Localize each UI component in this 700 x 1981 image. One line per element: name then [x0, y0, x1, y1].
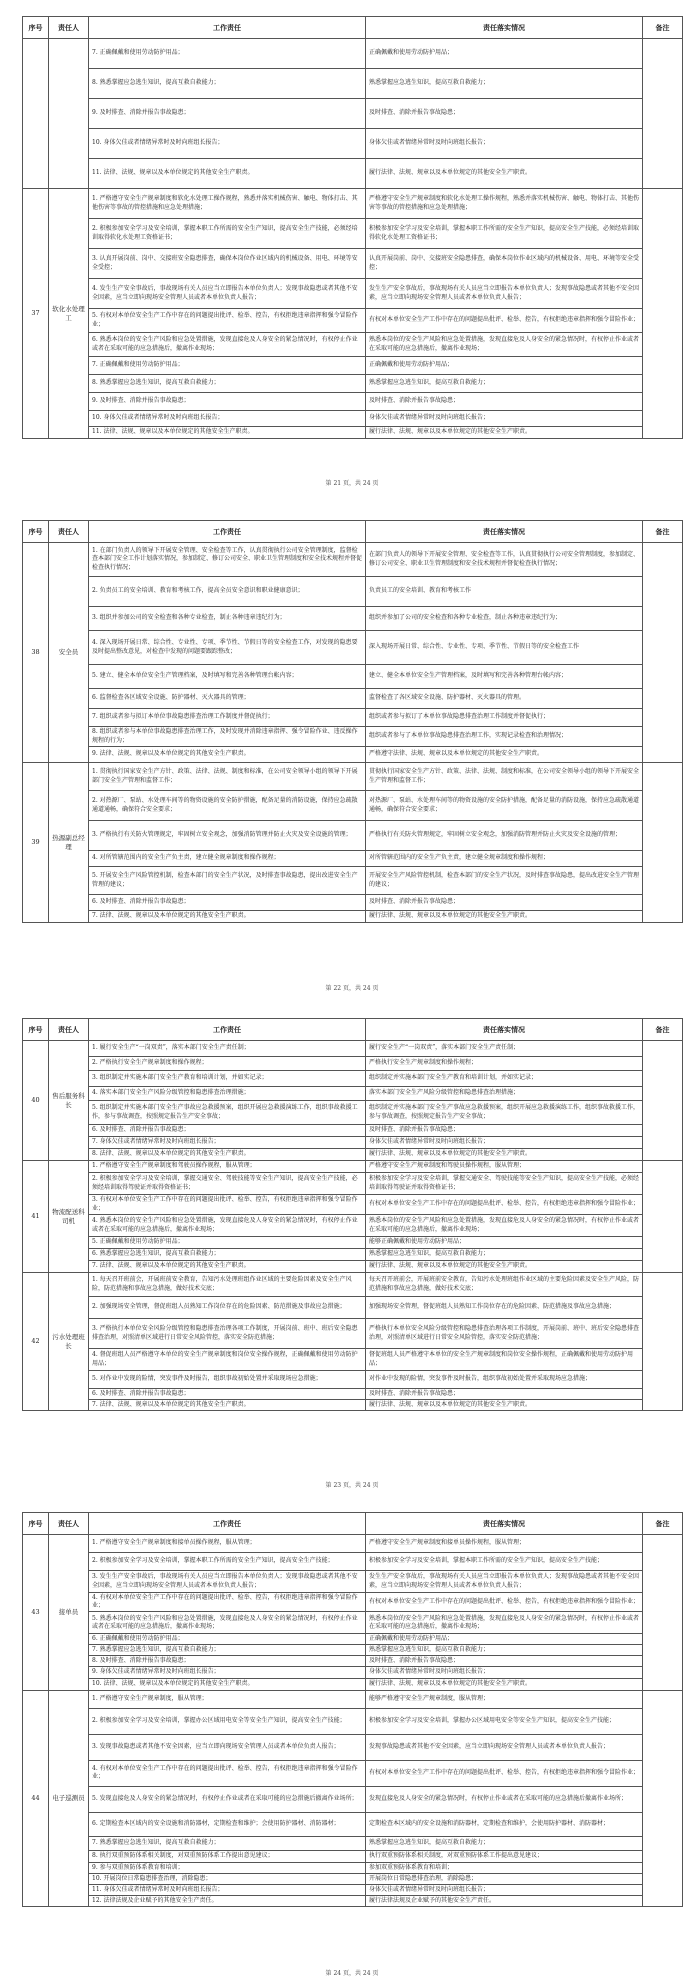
impl-cell: 履行法律、法规、规章以及本单位规定的其他安全生产职责。 — [366, 1678, 643, 1690]
document-page-3 — [22, 1018, 682, 1489]
duty-table-3 — [22, 1018, 683, 1411]
header-duty: 工作责任 — [89, 17, 366, 39]
duty-cell: 10. 身体欠佳或者情绪异常时及时向班组长报告； — [89, 129, 366, 159]
duty-cell: 1. 严格遵守安全生产规章制度，服从管理； — [89, 1690, 366, 1708]
table-body — [23, 1041, 683, 1411]
duty-cell: 6. 监督检查各区域安全设施、防护器材、灭火器具的管理； — [89, 689, 366, 709]
header-note: 备注 — [643, 1513, 683, 1535]
duty-cell: 2. 负责员工的安全培训、教育和考核工作，提高全员安全意识和职业健康意识； — [89, 577, 366, 607]
duty-cell: 1. 严格遵守安全生产规章制度和驾驶员操作规程，服从管理； — [89, 1161, 366, 1173]
impl-cell: 在部门负责人的领导下开展安全管理、安全检查等工作，认真贯彻执行公司安全管理制度，参加制定、修订公司安全、职业卫生管理制度和安全技术规程并督促检查执行情况； — [366, 543, 643, 577]
note-cell — [643, 189, 683, 439]
impl-cell: 建立、健全本单位安全生产管理档案，及时填写和完善各种管理台帐内容； — [366, 665, 643, 689]
table-row — [23, 1057, 683, 1071]
table-row — [23, 543, 683, 577]
impl-cell: 熟悉掌握应急逃生知识，提高互救自救能力； — [366, 1645, 643, 1656]
document-page-1 — [22, 16, 682, 487]
duty-cell: 1. 严格遵守安全生产规章制度和接单员操作规程，服从管理； — [89, 1535, 366, 1553]
duty-cell: 6. 熟悉本岗位的安全生产风险和应急处置措施，发现直接危及人身安全的紧急情况时，有权停止作业或者在采取可能的应急措施后，撤离作业现场； — [89, 333, 366, 357]
duty-cell: 5. 发现直接危及人身安全的紧急情况时，有权停止作业或者在采取可能的应急措施后撤离作业场所； — [89, 1786, 366, 1812]
duty-cell: 7. 组织或者参与拟订本单位事故隐患排查治理工作制度并督促执行； — [89, 709, 366, 727]
impl-cell: 熟悉本岗位的安全生产风险和应急处置措施，发现直接危及人身安全的紧急情况时，有权停止作业或者在采取可能的应急措施后，撤离作业现场； — [366, 333, 643, 357]
duty-cell: 6. 正确佩戴和使用劳动防护用品； — [89, 1634, 366, 1645]
impl-cell: 开展安全生产风险管控机制，检查本部门的安全生产状况，及时排查事故隐患，提出改进安全生产管理的建议； — [366, 867, 643, 895]
table-row — [23, 1400, 683, 1411]
duty-cell: 6. 及时排查、消除并报告事故隐患； — [89, 895, 366, 911]
person-cell: 安全员 — [49, 543, 89, 763]
duty-cell: 7. 正确佩戴和使用劳动防护用品； — [89, 39, 366, 69]
impl-cell: 严格遵守安全生产规章制度和软化水处理工操作规程，熟悉并落实机械伤害、触电、物体打击、其他伤害等事故的管控措施和应急处理措施； — [366, 189, 643, 219]
header-seq: 序号 — [23, 521, 49, 543]
table-row — [23, 129, 683, 159]
seq-cell: 41 — [23, 1161, 49, 1273]
page-footer: 第 22 页，共 24 页 — [325, 985, 379, 992]
duty-cell: 7. 法律、法规、规章以及本单位规定的其他安全生产职责。 — [89, 1261, 366, 1273]
table-row — [23, 1690, 683, 1708]
impl-cell: 熟悉掌握应急逃生知识，提高互救自救能力； — [366, 69, 643, 99]
seq-cell: 44 — [23, 1690, 49, 1906]
impl-cell: 发生生产安全事故后，事故现场有关人员应当立即报告本单位负责人；发现事故隐患或者其他不安全因素，应当立即向现场安全管理人员或者本单位负责人报告； — [366, 279, 643, 309]
duty-cell: 12. 法律法规及企业赋予的其他安全生产责任。 — [89, 1895, 366, 1906]
duty-cell: 5. 对作业中发现的险情，突发事件及时报告，组织事故初始处置并采取现场应急措施； — [89, 1371, 366, 1389]
table-row — [23, 1612, 683, 1634]
impl-cell: 履行法律、法规、规章以及本单位规定的其他安全生产职责。 — [366, 1261, 643, 1273]
document-page-4 — [22, 1512, 682, 1977]
duty-cell: 11. 法律、法规、规章以及本单位规定的其他安全生产职责。 — [89, 427, 366, 439]
impl-cell: 参加双重预防体系教育和培训； — [366, 1862, 643, 1873]
impl-cell: 有权对本单位安全生产工作中存在的问题提出批评、检举、控告，有权拒绝违章指挥和强令冒险作业； — [366, 1195, 643, 1215]
duty-cell: 2. 积极参加安全学习及安全培训，掌握交通安全、驾驶技能等安全生产知识，提高安全生产技能，必须经培训取得驾驶证并取得资格证书； — [89, 1173, 366, 1195]
table-row — [23, 791, 683, 821]
impl-cell: 每天召开班前会，开展班前安全教育，告知污水处理班组作业区域的主要危险因素及安全生产风险，防范措施和事故应急措施，做好技术交底； — [366, 1273, 643, 1297]
table-row — [23, 1371, 683, 1389]
note-cell — [643, 39, 683, 189]
impl-cell: 身体欠佳或者情绪异常时及时向班组长报告； — [366, 129, 643, 159]
impl-cell: 对作业中发现的险情，突发事件及时报告，组织事故初始处置并采取现场应急措施； — [366, 1371, 643, 1389]
impl-cell: 贯彻执行国家安全生产方针、政策、法律、法规、制度和标准，在公司安全领导小组的领导下开展安全生产管理和监督工作； — [366, 763, 643, 791]
duty-cell: 3. 严格执行本单位安全风险分级管控和隐患排查治理各项工作制度，开展岗前、班中、班后安全隐患排查治理，对照清单区域进行日常安全风险管控，落实安全防范措施； — [89, 1319, 366, 1349]
header-row — [23, 1513, 683, 1535]
table-row — [23, 69, 683, 99]
impl-cell: 及时排查、消除并报告事故隐患； — [366, 1125, 643, 1137]
table-row — [23, 1862, 683, 1873]
table-row — [23, 1349, 683, 1371]
table-row — [23, 1101, 683, 1125]
impl-cell: 组织制定并实施本部门安全生产教育和培训计划，并如实记录； — [366, 1071, 643, 1087]
header-row — [23, 17, 683, 39]
header-person: 责任人 — [49, 1513, 89, 1535]
table-row — [23, 1319, 683, 1349]
table-row — [23, 851, 683, 867]
impl-cell: 熟悉掌握应急逃生知识，提高互救自救能力； — [366, 375, 643, 393]
table-row — [23, 1553, 683, 1571]
table-row — [23, 393, 683, 411]
duty-cell: 1. 每天召开班前会，开展班前安全教育，告知污水处理班组作业区域的主要危险因素及安全生产风险，防范措施和事故应急措施，做好技术交底； — [89, 1273, 366, 1297]
duty-cell: 4. 发生生产安全事故后，事故现场有关人员应当立即报告本单位负责人；发现事故隐患或者其他不安全因素，应当立即向现场安全管理人员或者本单位负责人报告； — [89, 279, 366, 309]
header-impl: 责任落实情况 — [366, 521, 643, 543]
table-row — [23, 1087, 683, 1101]
table-row — [23, 249, 683, 279]
impl-cell: 认真开展岗前、岗中、交接班安全隐患排查，确保本岗位作业区域内的机械设备、用电、环境等安全受控； — [366, 249, 643, 279]
impl-cell: 履行法律法规及企业赋予的其他安全生产责任。 — [366, 1895, 643, 1906]
table-row — [23, 1850, 683, 1862]
impl-cell: 加强现场安全管理，督促班组人员熟知工作岗位存在的危险因素、防范措施及事故应急措施； — [366, 1297, 643, 1319]
header-row — [23, 1019, 683, 1041]
table-row — [23, 631, 683, 665]
impl-cell: 有权对本单位安全生产工作中存在的问题提出批评、检举、控告，有权拒绝违章指挥和强令冒险作业； — [366, 309, 643, 333]
duty-cell: 7. 法律、法规、规章以及本单位规定的其他安全生产职责。 — [89, 1400, 366, 1411]
seq-cell: 42 — [23, 1273, 49, 1411]
duty-cell: 11. 身体欠佳或者情绪异常时及时向班组长报告； — [89, 1884, 366, 1895]
header-person: 责任人 — [49, 17, 89, 39]
person-cell: 热源副总经理 — [49, 763, 89, 923]
duty-table-4 — [22, 1512, 683, 1907]
note-cell — [643, 1161, 683, 1273]
table-row — [23, 1535, 683, 1553]
table-row — [23, 747, 683, 763]
duty-cell: 5. 组织制定并实施本部门安全生产事故应急救援预案，组织开展应急救援演练工作，组织事故救援工作，参与事故调查，按照规定报告生产安全事故； — [89, 1101, 366, 1125]
table-row — [23, 911, 683, 923]
impl-cell: 及时排查、消除并报告事故隐患； — [366, 393, 643, 411]
table-row — [23, 577, 683, 607]
impl-cell: 及时排查、消除并报告事故隐患； — [366, 1389, 643, 1400]
impl-cell: 对所管辖范围内的安全生产负主责，建立健全规章制度和操作规程； — [366, 851, 643, 867]
duty-cell: 1. 严格遵守安全生产规章制度和软化水处理工操作规程，熟悉并落实机械伤害、触电、物体打击、其他伤害等事故的管控措施和应急处理措施； — [89, 189, 366, 219]
table-row — [23, 375, 683, 393]
impl-cell: 及时排查、消除并报告事故隐患； — [366, 895, 643, 911]
impl-cell: 有权对本单位安全生产工作中存在的问题提出批评、检举、控告，有权拒绝违章指挥和强令冒险作业； — [366, 1593, 643, 1612]
impl-cell: 严格遵守法律、法规、规章以及本单位规定的其他安全生产职责。 — [366, 747, 643, 763]
duty-cell: 3. 组织并参加公司的安全检查和各种专业检查，制止各种违章违纪行为； — [89, 607, 366, 631]
impl-cell: 身体欠佳或者情绪异常时及时向班组长报告； — [366, 411, 643, 427]
impl-cell: 积极参加安全学习及安全培训，掌握办公区域用电安全等安全生产知识，提高安全生产技能； — [366, 1708, 643, 1734]
duty-cell: 3. 发现事故隐患或者其他不安全因素，应当立即向现场安全管理人员或者本单位负责人报告； — [89, 1734, 366, 1760]
table-row — [23, 1215, 683, 1237]
table-row — [23, 219, 683, 249]
duty-cell: 9. 法律、法规、规章以及本单位规定的其他安全生产职责。 — [89, 747, 366, 763]
table-row — [23, 159, 683, 189]
table-row — [23, 1173, 683, 1195]
impl-cell: 严格执行安全生产规章制度和操作规程； — [366, 1057, 643, 1071]
note-cell — [643, 1041, 683, 1161]
duty-cell: 10. 身体欠佳或者情绪异常时及时向班组长报告； — [89, 411, 366, 427]
seq-cell: 43 — [23, 1535, 49, 1691]
table-body — [23, 39, 683, 439]
impl-cell: 能够正确佩戴和使用劳动防护用品； — [366, 1237, 643, 1249]
impl-cell: 执行双重预防体系相关制度，对双重预防体系工作提出意见建议； — [366, 1850, 643, 1862]
table-row — [23, 1237, 683, 1249]
table-row — [23, 333, 683, 357]
duty-cell: 9. 身体欠佳或者情绪异常时及时向班组长报告； — [89, 1667, 366, 1678]
note-cell — [643, 543, 683, 763]
duty-cell: 10. 开展岗位日常隐患排查治理，消除隐患； — [89, 1873, 366, 1884]
impl-cell: 履行法律、法规、规章以及本单位规定的其他安全生产职责。 — [366, 1149, 643, 1161]
duty-cell: 6. 定期检查本区域内的安全设施和消防器材，定期检查和维护；会使用防护器材、消防器材； — [89, 1812, 366, 1836]
note-cell — [643, 763, 683, 923]
table-row — [23, 1273, 683, 1297]
duty-cell: 8. 熟悉掌握应急逃生知识，提高互救自救能力； — [89, 375, 366, 393]
document-page-2 — [22, 520, 682, 992]
table-row — [23, 99, 683, 129]
table-row — [23, 1195, 683, 1215]
impl-cell: 组织或者参与了本单位事故隐患排查治理工作，实现记录检查和治理情况； — [366, 727, 643, 747]
impl-cell: 能够严格遵守安全生产规章制度，服从管理； — [366, 1690, 643, 1708]
header-seq: 序号 — [23, 1019, 49, 1041]
impl-cell: 积极参加安全学习及安全培训，掌握本职工作所需的安全生产知识，提高安全生产技能； — [366, 1553, 643, 1571]
duty-cell: 2. 对热源厂、泵站、水处理车间等的物资设施的安全防护措施，配备足量的消防设施，保持应急疏散通道通畅，确保符合安全要求； — [89, 791, 366, 821]
table-row — [23, 1071, 683, 1087]
impl-cell: 身体欠佳或者情绪异常时及时向班组长报告； — [366, 1667, 643, 1678]
duty-cell: 5. 正确佩戴和使用劳动防护用品； — [89, 1237, 366, 1249]
header-note: 备注 — [643, 521, 683, 543]
duty-cell: 9. 及时排查、消除并报告事故隐患； — [89, 393, 366, 411]
impl-cell: 身体欠佳或者情绪异常时及时向班组长报告； — [366, 1884, 643, 1895]
duty-cell: 8. 熟悉掌握应急逃生知识，提高互救自救能力； — [89, 69, 366, 99]
table-row — [23, 1656, 683, 1667]
duty-cell: 11. 法律、法规、规章以及本单位规定的其他安全生产职责。 — [89, 159, 366, 189]
duty-cell: 9. 参与双重预防体系教育和培训； — [89, 1862, 366, 1873]
page-footer: 第 24 页，共 24 页 — [325, 1970, 379, 1977]
person-cell: 接单员 — [49, 1535, 89, 1691]
header-duty: 工作责任 — [89, 1513, 366, 1535]
duty-cell: 7. 熟悉掌握应急逃生知识，提高互救自救能力； — [89, 1645, 366, 1656]
duty-cell: 8. 执行双重预防体系相关制度，对双重预防体系工作提出意见建议； — [89, 1850, 366, 1862]
duty-cell: 1. 履行安全生产“一岗双责”，落实本部门安全生产责任制； — [89, 1041, 366, 1057]
table-row — [23, 39, 683, 69]
duty-cell: 4. 熟悉本岗位的安全生产风险和应急处置措施，发现直接危及人身安全的紧急情况时，有权停止作业或者在采取可能的应急措施后，撤离作业现场； — [89, 1215, 366, 1237]
impl-cell: 监督检查了各区域安全设施、防护器材、灭火器具的管理。 — [366, 689, 643, 709]
impl-cell: 开展岗位日常隐患排查治理，消除隐患； — [366, 1873, 643, 1884]
table-row — [23, 1297, 683, 1319]
impl-cell: 正确佩戴和使用劳动防护用品； — [366, 1634, 643, 1645]
table-row — [23, 189, 683, 219]
header-impl: 责任落实情况 — [366, 17, 643, 39]
impl-cell: 深入现场开展日常、综合性、专业性、专项、季节性、节假日等的安全检查工作 — [366, 631, 643, 665]
impl-cell: 严格遵守安全生产规章制度和接单员操作规程，服从管理； — [366, 1535, 643, 1553]
impl-cell: 督促班组人员严格遵守本单位的安全生产规章制度和岗位安全操作规程，正确佩戴和使用劳动防护用品； — [366, 1349, 643, 1371]
impl-cell: 发现事故隐患或者其他不安全因素，应当立即向现场安全管理人员或者本单位负责人报告； — [366, 1734, 643, 1760]
person-cell: 售后服务科长 — [49, 1041, 89, 1161]
duty-cell: 6. 及时排查、消除并报告事故隐患； — [89, 1389, 366, 1400]
header-impl: 责任落实情况 — [366, 1513, 643, 1535]
header-impl: 责任落实情况 — [366, 1019, 643, 1041]
page-footer: 第 23 页，共 24 页 — [325, 1482, 379, 1489]
impl-cell: 及时排查、消除并报告事故隐患； — [366, 1656, 643, 1667]
impl-cell: 正确佩戴和使用劳动防护用品； — [366, 39, 643, 69]
table-row — [23, 1645, 683, 1656]
table-row — [23, 895, 683, 911]
duty-cell: 4. 落实本部门安全生产风险分级管控和隐患排查治理措施； — [89, 1087, 366, 1101]
duty-cell: 6. 及时排查、消除并报告事故隐患； — [89, 1125, 366, 1137]
duty-cell: 9. 及时排查、消除并报告事故隐患； — [89, 99, 366, 129]
seq-cell: 38 — [23, 543, 49, 763]
impl-cell: 熟悉掌握应急逃生知识，提高互救自救能力； — [366, 1836, 643, 1850]
impl-cell: 履行法律、法规、规章以及本单位规定的其他安全生产职责。 — [366, 911, 643, 923]
seq-cell: 37 — [23, 189, 49, 439]
duty-cell: 2. 积极参加安全学习及安全培训，掌握办公区域用电安全等安全生产知识，提高安全生产技能； — [89, 1708, 366, 1734]
table-body — [23, 1535, 683, 1907]
table-row — [23, 1708, 683, 1734]
duty-table-2 — [22, 520, 683, 923]
table-row — [23, 1873, 683, 1884]
page-footer: 第 21 页，共 24 页 — [325, 480, 379, 487]
duty-cell: 2. 积极参加安全学习及安全培训，掌握本职工作所需的安全生产知识，提高安全生产技能，必须经培训取得软化水处理工资格证书； — [89, 219, 366, 249]
table-row — [23, 1261, 683, 1273]
impl-cell: 负责员工的安全培训、教育和考核工作 — [366, 577, 643, 607]
table-row — [23, 1667, 683, 1678]
impl-cell: 组织制定并实施本部门安全生产事故应急救援预案，组织开展应急救援演练工作，组织事故救援工作，参与事故调查，按照规定报告生产安全事故； — [366, 1101, 643, 1125]
table-row — [23, 1634, 683, 1645]
duty-cell: 3. 有权对本单位安全生产工作中存在的问题提出批评、检举、控告，有权拒绝违章指挥和强令冒险作业； — [89, 1195, 366, 1215]
duty-cell: 4. 对所管辖范围内的安全生产负主责，建立健全规章制度和操作规程； — [89, 851, 366, 867]
duty-cell: 7. 法律、法规、规章以及本单位规定的其他安全生产职责。 — [89, 911, 366, 923]
header-person: 责任人 — [49, 521, 89, 543]
table-row — [23, 309, 683, 333]
table-row — [23, 279, 683, 309]
impl-cell: 对热源厂、泵站、水处理车间等的物资设施的安全防护措施，配备足量的消防设施，保持应急疏散通道通畅，确保符合安全要求； — [366, 791, 643, 821]
impl-cell: 熟悉本岗位的安全生产风险和应急处置措施，发现直接危及人身安全的紧急情况时，有权停止作业或者在采取可能的应急措施后，撤离作业现场； — [366, 1215, 643, 1237]
table-row — [23, 1760, 683, 1786]
header-note: 备注 — [643, 1019, 683, 1041]
table-row — [23, 357, 683, 375]
person-cell — [49, 39, 89, 189]
seq-cell: 40 — [23, 1041, 49, 1161]
impl-cell: 严格遵守安全生产规章制度和驾驶员操作规程，服从管理； — [366, 1161, 643, 1173]
table-row — [23, 1593, 683, 1612]
impl-cell: 及时排查、消除并报告事故隐患； — [366, 99, 643, 129]
impl-cell: 熟悉掌握应急逃生知识，提高互救自救能力； — [366, 1249, 643, 1261]
header-duty: 工作责任 — [89, 521, 366, 543]
table-row — [23, 1571, 683, 1593]
note-cell — [643, 1273, 683, 1411]
table-row — [23, 665, 683, 689]
impl-cell: 熟悉本岗位的安全生产风险和应急处置措施，发现直接危及人身安全的紧急情况时，有权停止作业或者在采取可能的应急措施后，撤离作业现场； — [366, 1612, 643, 1634]
duty-cell: 7. 熟悉掌握应急逃生知识，提高互救自救能力； — [89, 1836, 366, 1850]
header-note: 备注 — [643, 17, 683, 39]
table-row — [23, 821, 683, 851]
header-row — [23, 521, 683, 543]
duty-cell: 3. 认真开展岗前、岗中、交接班安全隐患排查，确保本岗位作业区域内的机械设备、用电、环境等安全受控； — [89, 249, 366, 279]
duty-cell: 4. 督促班组人员严格遵守本单位的安全生产规章制度和岗位安全操作规程，正确佩戴和使用劳动防护用品； — [89, 1349, 366, 1371]
table-row — [23, 1734, 683, 1760]
impl-cell: 组织并参加了公司的安全检查和各种专业检查，制止各种违章违纪行为； — [366, 607, 643, 631]
table-row — [23, 1678, 683, 1690]
table-row — [23, 1389, 683, 1400]
table-row — [23, 427, 683, 439]
table-row — [23, 1041, 683, 1057]
impl-cell: 履行法律、法规、规章以及本单位规定的其他安全生产职责。 — [366, 1400, 643, 1411]
note-cell — [643, 1535, 683, 1691]
person-cell: 电子巡测员 — [49, 1690, 89, 1906]
table-body — [23, 543, 683, 923]
seq-cell: 39 — [23, 763, 49, 923]
impl-cell: 履行法律、法规、规章以及本单位规定的其他安全生产职责。 — [366, 427, 643, 439]
duty-cell: 6. 熟悉掌握应急逃生知识，提高互救自救能力； — [89, 1249, 366, 1261]
header-seq: 序号 — [23, 17, 49, 39]
duty-cell: 2. 积极参加安全学习及安全培训，掌握本职工作所需的安全生产知识，提高安全生产技能； — [89, 1553, 366, 1571]
table-row — [23, 1249, 683, 1261]
note-cell — [643, 1690, 683, 1906]
duty-cell: 5. 有权对本单位安全生产工作中存在的问题提出批评、检举、控告，有权拒绝违章指挥和强令冒险作业； — [89, 309, 366, 333]
header-seq: 序号 — [23, 1513, 49, 1535]
impl-cell: 正确佩戴和使用劳动防护用品； — [366, 357, 643, 375]
seq-cell — [23, 39, 49, 189]
table-row — [23, 1125, 683, 1137]
duty-cell: 10. 法律、法规、规章以及本单位规定的其他安全生产职责。 — [89, 1678, 366, 1690]
duty-cell: 4. 有权对本单位安全生产工作中存在的问题提出批评、检举、控告，有权拒绝违章指挥和强令冒险作业； — [89, 1760, 366, 1786]
impl-cell: 履行法律、法规、规章以及本单位规定的其他安全生产职责。 — [366, 159, 643, 189]
impl-cell: 积极参加安全学习及安全培训，掌握本职工作所需的安全生产知识，提高安全生产技能，必须经培训取得软化水处理工资格证书； — [366, 219, 643, 249]
table-row — [23, 607, 683, 631]
table-row — [23, 727, 683, 747]
header-duty: 工作责任 — [89, 1019, 366, 1041]
impl-cell: 身体欠佳或者情绪异常时及时向班组长报告； — [366, 1137, 643, 1149]
person-cell: 软化水处理工 — [49, 189, 89, 439]
table-row — [23, 1836, 683, 1850]
table-row — [23, 1149, 683, 1161]
duty-cell: 8. 组织或者参与本单位事故隐患排查治理工作，及时发现并消除违章指挥、强令冒险作业、违反操作规程的行为； — [89, 727, 366, 747]
header-person: 责任人 — [49, 1019, 89, 1041]
table-row — [23, 867, 683, 895]
duty-cell: 1. 在部门负责人的领导下开展安全管理、安全检查等工作，认真贯彻执行公司安全管理制度，监督检查本部门安全工作计划落实情况，参加制定、修订公司安全、职业卫生管理制度和安全技术规程并督促检查执行情况； — [89, 543, 366, 577]
table-row — [23, 1786, 683, 1812]
table-row — [23, 411, 683, 427]
person-cell: 污水处理班长 — [49, 1273, 89, 1411]
table-row — [23, 709, 683, 727]
duty-cell: 1. 贯彻执行国家安全生产方针、政策、法律、法规、制度和标准，在公司安全领导小组的领导下开展部门安全生产管理和监督工作； — [89, 763, 366, 791]
duty-cell: 4. 有权对本单位安全生产工作中存在的问题提出批评、检举、控告，有权拒绝违章指挥和强令冒险作业； — [89, 1593, 366, 1612]
impl-cell: 发现直接危及人身安全的紧急情况时，有权停止作业或者在采取可能的应急措施后撤离作业场所； — [366, 1786, 643, 1812]
table-row — [23, 689, 683, 709]
duty-cell: 5. 熟悉本岗位的安全生产风险和应急处置措施，发现直接危及人身安全的紧急情况时，有权停止作业或者在采取可能的应急措施后，撤离作业现场； — [89, 1612, 366, 1634]
duty-cell: 3. 发生生产安全事故后，事故现场有关人员应当立即报告本单位负责人；发现事故隐患或者其他不安全因素，应当立即向现场安全管理人员或者本单位负责人报告； — [89, 1571, 366, 1593]
duty-cell: 3. 组织制定并实施本部门安全生产教育和培训计划，并如实记录； — [89, 1071, 366, 1087]
duty-cell: 3. 严格执行有关防火管理规定，牢固树立安全观念，加强消防管理并防止火灾及安全设施的管理； — [89, 821, 366, 851]
duty-cell: 5. 建立、健全本单位安全生产管理档案，及时填写和完善各种管理台帐内容； — [89, 665, 366, 689]
table-row — [23, 1895, 683, 1906]
duty-cell: 8. 及时排查、消除并报告事故隐患； — [89, 1656, 366, 1667]
duty-cell: 2. 严格执行安全生产规章制度和操作规程； — [89, 1057, 366, 1071]
impl-cell: 定期检查本区域内的安全设施和消防器材，定期检查和维护，会使用防护器材、消防器材； — [366, 1812, 643, 1836]
impl-cell: 发生生产安全事故后，事故现场有关人员应当立即报告本单位负责人；发现事故隐患或者其他不安全因素，应当立即向现场安全管理人员或者本单位负责人报告； — [366, 1571, 643, 1593]
duty-cell: 7. 身体欠佳或者情绪异常时及时向班组长报告； — [89, 1137, 366, 1149]
table-row — [23, 1137, 683, 1149]
duty-cell: 5. 开展安全生产风险管控机制，检查本部门的安全生产状况，及时排查事故隐患，提出改进安全生产管理的建议； — [89, 867, 366, 895]
impl-cell: 组织或者参与拟订了本单位事故隐患排查治理工作制度并督促执行； — [366, 709, 643, 727]
impl-cell: 落实本部门安全生产风险分级管控和隐患排查治理措施； — [366, 1087, 643, 1101]
duty-cell: 2. 加强现场安全管理，督促班组人员熟知工作岗位存在的危险因素、防范措施及事故应急措施； — [89, 1297, 366, 1319]
table-row — [23, 1884, 683, 1895]
table-row — [23, 763, 683, 791]
duty-table-1 — [22, 16, 683, 439]
impl-cell: 严格执行本单位安全风险分级管控和隐患排查治理各项工作制度，开展岗前、班中、班后安全隐患排查治理，对照清单区域进行日常安全风险管控，落实安全防范措施； — [366, 1319, 643, 1349]
impl-cell: 积极参加安全学习及安全培训，掌握交通安全、驾驶技能等安全生产知识，提高安全生产技能，必须经培训取得驾驶证并取得资格证书； — [366, 1173, 643, 1195]
person-cell: 物流配送科司机 — [49, 1161, 89, 1273]
duty-cell: 4. 深入现场开展日常、综合性、专业性、专项、季节性、节假日等的安全检查工作，对发现的隐患要及时提出整改意见，对检查中发现的问题要跟踪整改； — [89, 631, 366, 665]
impl-cell: 有权对本单位安全生产工作中存在的问题提出批评、检举、控告，有权拒绝违章指挥和强令冒险作业； — [366, 1760, 643, 1786]
duty-cell: 8. 法律、法规、规章以及本单位规定的其他安全生产职责。 — [89, 1149, 366, 1161]
impl-cell: 履行安全生产“一岗双责”，落实本部门安全生产责任制； — [366, 1041, 643, 1057]
impl-cell: 严格执行有关防火管理规定，牢固树立安全观念，加强消防管理并防止火灾及安全设施的管理； — [366, 821, 643, 851]
duty-cell: 7. 正确佩戴和使用劳动防护用品； — [89, 357, 366, 375]
table-row — [23, 1161, 683, 1173]
table-row — [23, 1812, 683, 1836]
